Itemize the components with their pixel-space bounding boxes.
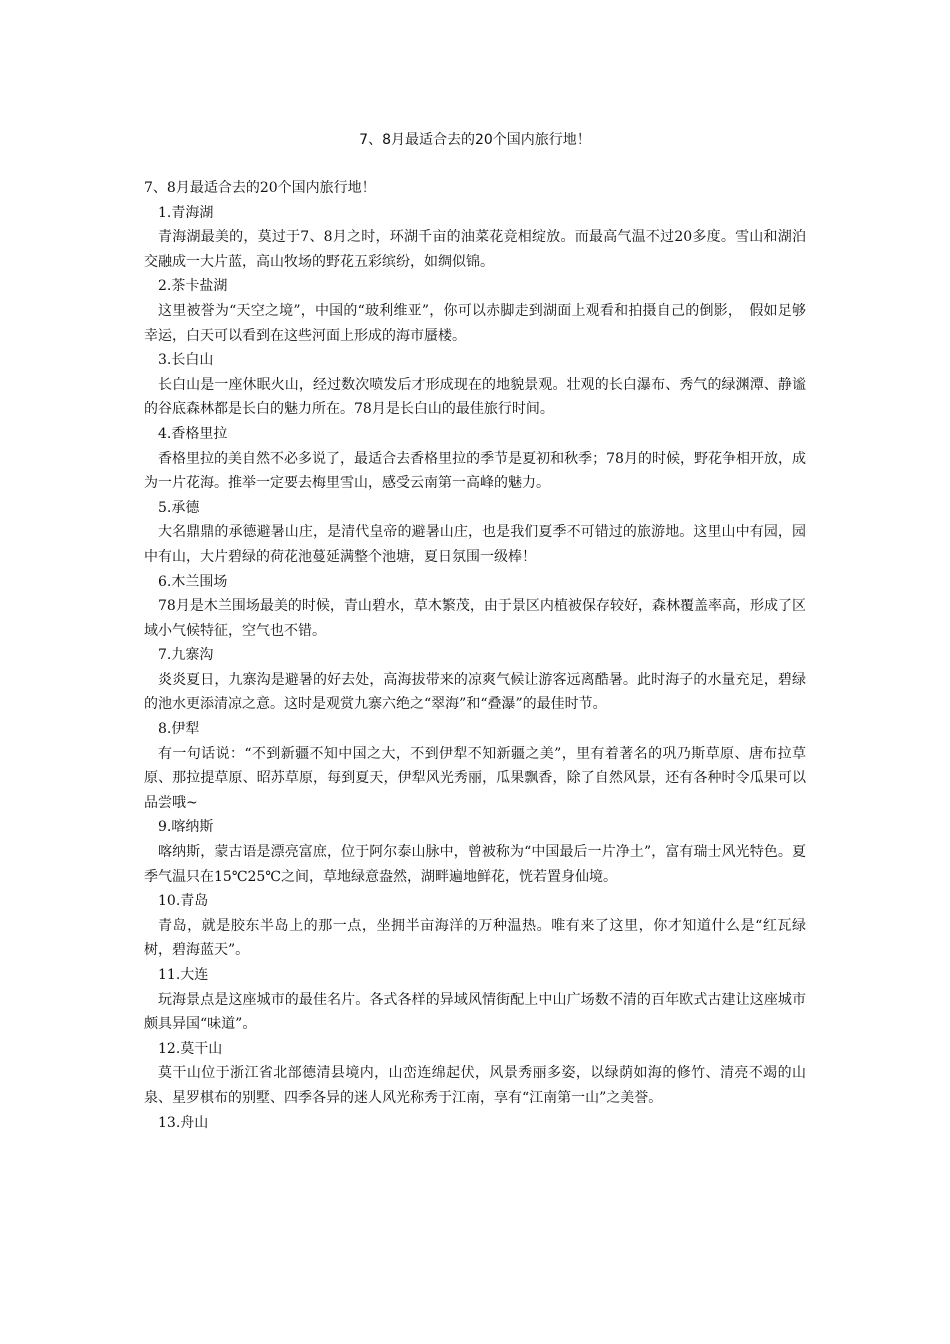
page-title: 7、8月最适合去的20个国内旅行地！: [359, 132, 591, 148]
item-heading: 4.香格里拉: [158, 425, 228, 442]
item-description: 青海湖最美的，莫过于7、8月之时，环湖千亩的油菜花竞相绽放。而最高气温不过20多度。雪山和湖泊交融成一大片蓝，高山牧场的野花五彩缤纷，如绸似锦。: [144, 229, 806, 270]
list-item: [144, 570, 806, 644]
item-description: 玩海景点是这座城市的最佳名片。各式各样的异域风情街配上中山广场数不清的百年欧式古建让这座城市颇具异国“味道”。: [144, 991, 806, 1033]
list-item: [144, 643, 806, 717]
item-heading: 12.莫干山: [158, 1040, 223, 1057]
list-item: [144, 889, 806, 963]
item-description: 炎炎夏日，九寨沟是避暑的好去处，高海拔带来的凉爽气候让游客远离酷暑。此时海子的水量充足，碧绿的池水更添清凉之意。这时是观赏九寨六绝之“翠海”和“叠瀑”的最佳时节。: [144, 671, 806, 713]
document-body: [144, 176, 806, 1135]
item-description: 香格里拉的美自然不必多说了，最适合去香格里拉的季节是夏初和秋季；78月的时候，野花争相开放，成为一片花海。推举一定要去梅里雪山，感受云南第一高峰的魅力。: [144, 450, 806, 492]
item-heading: 13.舟山: [158, 1114, 209, 1131]
list-item: [144, 274, 806, 348]
list-item: [144, 815, 806, 889]
list-item: [144, 348, 806, 422]
item-heading: 2.茶卡盐湖: [158, 278, 228, 295]
list-item: [144, 496, 806, 570]
item-heading: 1.青海湖: [158, 204, 214, 221]
item-description: 长白山是一座休眠火山，经过数次喷发后才形成现在的地貌景观。壮观的长白瀑布、秀气的绿渊潭、静谧的谷底森林都是长白的魅力所在。78月是长白山的最佳旅行时间。: [144, 376, 806, 418]
list-item: [144, 1037, 806, 1111]
item-description: 青岛，就是胶东半岛上的那一点，坐拥半亩海洋的万种温热。唯有来了这里，你才知道什么是“红瓦绿树，碧海蓝天”。: [144, 917, 806, 959]
list-item: [144, 717, 806, 815]
item-heading: 11.大连: [158, 967, 209, 983]
list-item: [144, 422, 806, 496]
list-item: [144, 1111, 806, 1136]
item-heading: 7.九寨沟: [158, 647, 214, 664]
list-item: [144, 201, 806, 275]
item-description: 78月是木兰围场最美的时候，青山碧水，草木繁茂，由于景区内植被保存较好，森林覆盖率高，形成了区域小气候特征，空气也不错。: [144, 598, 806, 639]
item-description: 莫干山位于浙江省北部德清县境内，山峦连绵起伏，风景秀丽多姿，以绿荫如海的修竹、清亮不竭的山泉、星罗棋布的别墅、四季各异的迷人风光称秀于江南，享有“江南第一山”之美誉。: [144, 1065, 806, 1106]
document-subtitle: 7、8月最适合去的20个国内旅行地！: [144, 180, 376, 196]
item-heading: 6.木兰围场: [158, 573, 228, 590]
item-heading: 9.喀纳斯: [158, 819, 214, 836]
item-heading: 3.长白山: [158, 352, 214, 369]
item-description: 大名鼎鼎的承德避暑山庄，是清代皇帝的避暑山庄，也是我们夏季不可错过的旅游地。这里山中有园，园中有山，大片碧绿的荷花池蔓延满整个池塘，夏日氛围一级棒！: [144, 524, 806, 565]
list-item: [144, 963, 806, 1037]
item-description: 喀纳斯，蒙古语是漂亮富庶，位于阿尔泰山脉中，曾被称为“中国最后一片净土”，富有瑞士风光特色。夏季气温只在15℃25℃之间，草地绿意盎然，湖畔遍地鲜花，恍若置身仙境。: [144, 844, 806, 885]
item-description: 这里被誉为“天空之境”，中国的“玻利维亚”，你可以赤脚走到湖面上观看和拍摄自己的倒影， 假如足够幸运，白天可以看到在这些河面上形成的海市蜃楼。: [144, 302, 806, 344]
item-heading: 8.伊犁: [158, 721, 200, 738]
item-heading: 10.青岛: [158, 893, 209, 910]
item-heading: 5.承德: [158, 499, 200, 516]
item-description: 有一句话说：“不到新疆不知中国之大，不到伊犁不知新疆之美”，里有着著名的巩乃斯草原、唐布拉草原、那拉提草原、昭苏草原，每到夏天，伊犁风光秀丽，瓜果飘香，除了自然风景，还有各种时令瓜果可以品尝哦~: [144, 745, 806, 811]
